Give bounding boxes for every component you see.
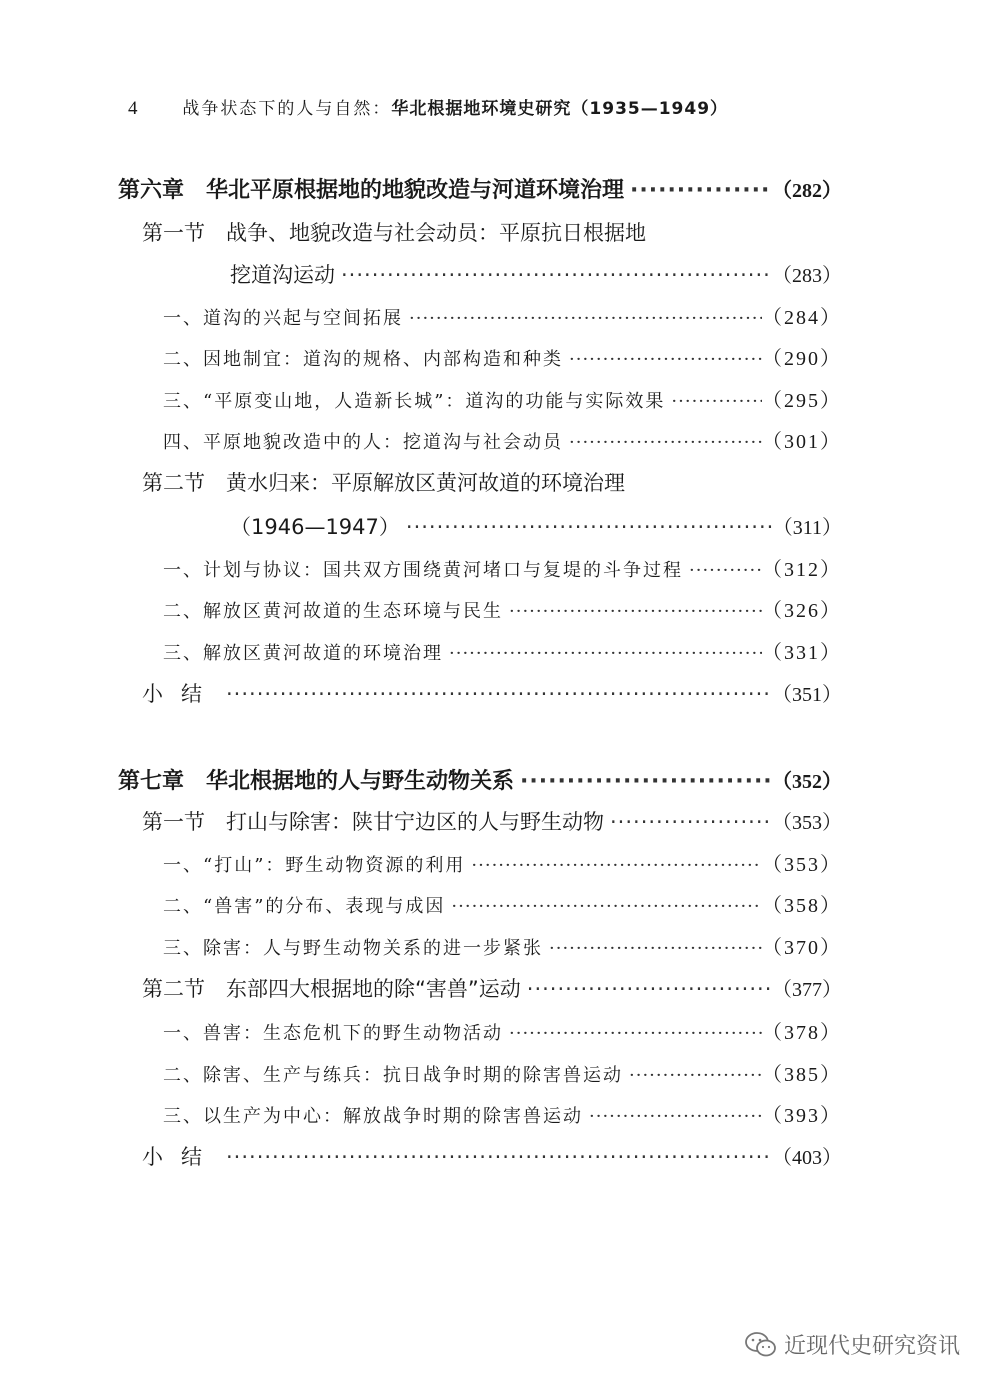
leader-dots <box>604 810 772 834</box>
toc-page-number: （295） <box>762 390 842 412</box>
toc-entry-title: 一、“打山”：野生动物资源的利用 <box>163 855 466 876</box>
toc-section-cont <box>0 511 992 541</box>
watermark <box>744 1329 960 1360</box>
toc-entry-title: 小结 <box>142 1145 220 1169</box>
leader-dots <box>514 769 772 794</box>
toc-entry-title: 一、道沟的兴起与空间拓展 <box>163 308 403 329</box>
toc-page-number: （403） <box>772 1147 842 1169</box>
leader-dots <box>465 855 762 876</box>
toc-page-number: （378） <box>762 1022 842 1044</box>
page-header <box>128 94 728 120</box>
toc-item <box>0 384 992 413</box>
toc-page-number: （352） <box>772 771 842 793</box>
toc-section <box>0 973 992 1003</box>
toc-chapter <box>0 173 992 204</box>
toc-page-number: （377） <box>772 979 842 1001</box>
toc-section <box>0 806 992 836</box>
toc-entry-title: 三、“平原变山地，人造新长城”：道沟的功能与实际效果 <box>163 391 666 412</box>
wechat-icon <box>744 1331 778 1359</box>
leader-dots <box>400 515 773 539</box>
leader-dots <box>563 432 762 453</box>
watermark-text: 近现代史研究资讯 <box>783 1334 960 1359</box>
toc-page-number: （385） <box>762 1064 842 1086</box>
leader-dots <box>683 560 762 581</box>
toc-entry-title: 第二节 东部四大根据地的除“害兽”运动 <box>142 977 521 1001</box>
toc-entry-title: 二、解放区黄河故道的生态环境与民生 <box>163 601 503 622</box>
toc-entry-title: 一、计划与协议：国共双方围绕黄河堵口与复堤的斗争过程 <box>163 560 683 581</box>
leader-dots <box>583 1106 762 1127</box>
toc-entry-title: 挖道沟运动 <box>230 263 335 287</box>
toc-item <box>0 553 992 582</box>
toc-entry-title: 第一节 打山与除害：陕甘宁边区的人与野生动物 <box>142 810 604 834</box>
toc-entry-title: 三、除害：人与野生动物关系的进一步紧张 <box>163 938 543 959</box>
toc-section <box>0 467 992 497</box>
toc-page-number: （370） <box>762 937 842 959</box>
toc-page-number: （351） <box>772 684 842 706</box>
toc-entry-title: 二、因地制宜：道沟的规格、内部构造和种类 <box>163 349 563 370</box>
leader-dots <box>543 938 762 959</box>
toc-entry-title: 小结 <box>142 682 220 706</box>
toc-page-number: （326） <box>762 600 842 622</box>
toc-section-cont <box>0 259 992 289</box>
toc-item <box>0 889 992 918</box>
toc-entry-title: （1946—1947） <box>230 515 400 539</box>
toc-page-number: （331） <box>762 642 842 664</box>
toc-entry-title: 三、解放区黄河故道的环境治理 <box>163 643 443 664</box>
toc-item <box>0 594 992 623</box>
toc-entry-title: 四、平原地貌改造中的人：挖道沟与社会动员 <box>163 432 563 453</box>
toc-entry-title: 第二节 黄水归来：平原解放区黄河故道的环境治理 <box>142 471 625 495</box>
toc-item <box>0 1099 992 1128</box>
leader-dots <box>623 1065 762 1086</box>
toc-item <box>0 425 992 454</box>
toc-page-number: （283） <box>772 265 842 287</box>
book-title-main: 华北根据地环境史研究（1935—1949） <box>391 99 729 119</box>
toc-item <box>0 301 992 330</box>
toc-page-number: （282） <box>772 180 842 202</box>
toc-page-number: （358） <box>762 895 842 917</box>
toc-page-number: （312） <box>762 559 842 581</box>
toc-entry-title: 三、以生产为中心：解放战争时期的除害兽运动 <box>163 1106 583 1127</box>
leader-dots <box>220 682 772 706</box>
toc-entry-title: 第七章 华北根据地的人与野生动物关系 <box>118 769 515 794</box>
book-title-prefix: 战争状态下的人与自然： <box>182 99 392 119</box>
leader-dots <box>521 977 772 1001</box>
toc-item <box>0 1058 992 1087</box>
toc-item <box>0 636 992 665</box>
toc-page-number: （393） <box>762 1105 842 1127</box>
toc-page-number: （353） <box>772 812 842 834</box>
leader-dots <box>563 349 762 370</box>
leader-dots <box>503 1023 762 1044</box>
toc-entry-title: 二、“兽害”的分布、表现与成因 <box>163 896 446 917</box>
toc-item <box>0 342 992 371</box>
toc-entry-title: 第一节 战争、地貌改造与社会动员：平原抗日根据地 <box>142 221 646 245</box>
leader-dots <box>335 263 772 287</box>
toc-summary <box>0 678 992 708</box>
toc-page-number: （353） <box>762 854 842 876</box>
toc-page-number: （311） <box>772 517 842 539</box>
leader-dots <box>443 643 762 664</box>
toc-summary <box>0 1141 992 1171</box>
toc-entry-title: 二、除害、生产与练兵：抗日战争时期的除害兽运动 <box>163 1065 623 1086</box>
leader-dots <box>503 601 762 622</box>
toc-entry-title: 一、兽害：生态危机下的野生动物活动 <box>163 1023 503 1044</box>
leader-dots <box>220 1145 772 1169</box>
leader-dots <box>445 896 762 917</box>
toc-page-number: （284） <box>762 307 842 329</box>
toc-item <box>0 1016 992 1045</box>
toc-item <box>0 848 992 877</box>
leader-dots <box>624 178 772 203</box>
toc-section <box>0 217 992 247</box>
toc-chapter <box>0 764 992 795</box>
leader-dots <box>403 308 762 329</box>
toc-item <box>0 931 992 960</box>
toc-page-number: （301） <box>762 431 842 453</box>
leader-dots <box>665 391 762 412</box>
toc-page-number: （290） <box>762 348 842 370</box>
toc-entry-title: 第六章 华北平原根据地的地貌改造与河道环境治理 <box>118 178 625 203</box>
page-number: 4 <box>128 98 139 119</box>
